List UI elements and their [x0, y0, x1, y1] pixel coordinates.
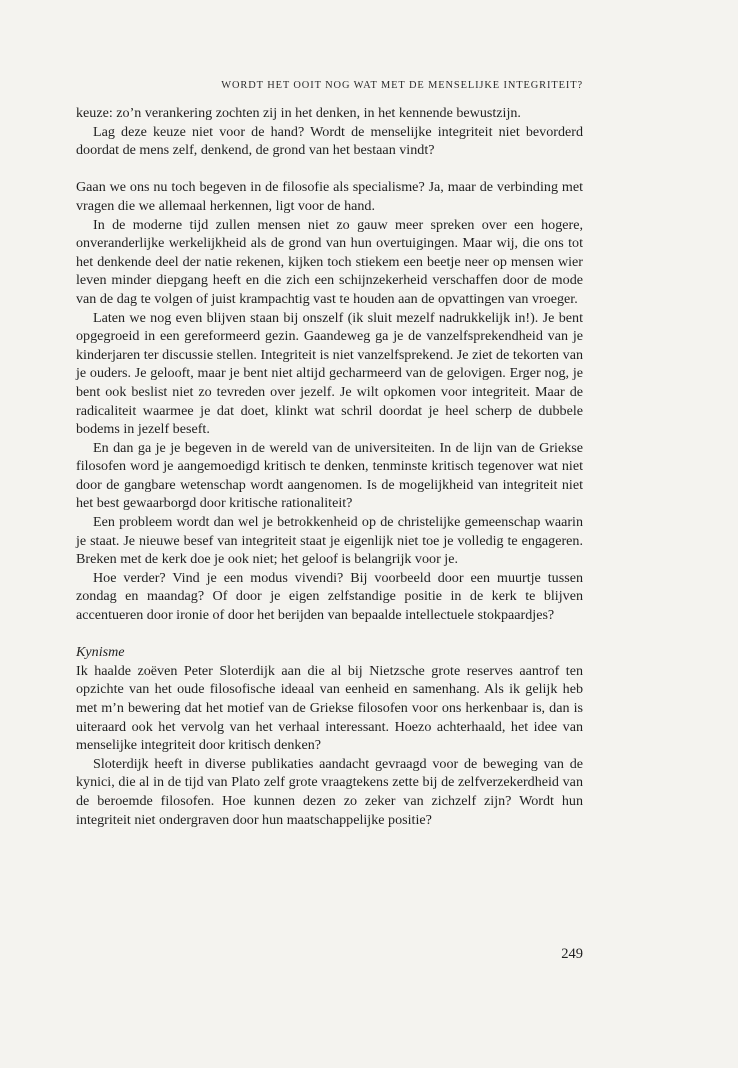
paragraph: Sloterdijk heeft in diverse publikaties aandacht gevraagd voor de beweging van de kynici, die al in de tijd van Plato zelf grote vraagtekens zette bij de zelfverzekerdheid van de beroemde filosofen. Hoe kunnen dezen zo zeker van zichzelf zijn? Wordt hun integriteit niet ondergraven door hun maatschappelijke positie? [76, 755, 583, 828]
paragraph: keuze: zo’n verankering zochten zij in het denken, in het kennende bewustzijn. [76, 105, 521, 121]
paragraph: Hoe verder? Vind je een modus vivendi? Bij voorbeeld door een muurtje tussen zondag en maandag? Of door je eigen zelfstandige positie in de kerk te blijven accentueren door ironie of door het berijden van bepaalde intellectuele stokpaardjes? [76, 569, 583, 624]
section-heading: Kynisme [76, 644, 125, 661]
paragraph: Lag deze keuze niet voor de hand? Wordt de menselijke integriteit niet bevorderd doordat de mens zelf, denkend, de grond van het bestaan vindt? [76, 123, 583, 159]
body-text [76, 104, 583, 829]
page-number: 249 [561, 946, 583, 962]
paragraph: Gaan we ons nu toch begeven in de filosofie als specialisme? Ja, maar de verbinding met vragen die we allemaal herkennen, ligt voor de hand. [76, 179, 583, 214]
paragraph: Laten we nog even blijven staan bij onszelf (ik sluit mezelf nadrukkelijk in!). Je bent opgegroeid in een gereformeerd gezin. Gaandeweg ga je de vanzelfsprekendheid van je kinderjaren ter discussie stellen. Integriteit is niet vanzelfsprekend. Je ziet de tekorten van je ouders. Je gelooft, maar je bent niet altijd gecharmeerd van de gelovigen. Erger nog, je bent ook beslist niet zo tevreden over jezelf. Je wilt opkomen voor integriteit. Maar de radicaliteit waarmee je dat doet, klinkt wat schril doordat je heel scherp de dubbele bodems in jezelf beseft. [76, 309, 583, 438]
running-header: WORDT HET OOIT NOG WAT MET DE MENSELIJKE INTEGRITEIT? [221, 80, 583, 91]
paragraph: Een probleem wordt dan wel je betrokkenheid op de christelijke gemeenschap waarin je staat. Je nieuwe besef van integriteit staat je eigenlijk niet toe je volledig te engageren. Breken met de kerk doe je ook niet; het geloof is belangrijk voor je. [76, 514, 583, 568]
paragraph: In de moderne tijd zullen mensen niet zo gauw meer spreken over een hogere, onveranderlijke werkelijkheid als de grond van hun overtuigingen. Maar wij, die ons tot het denkende deel der natie rekenen, kijken toch stiekem een beetje neer op mensen wier leven minder diepgang heeft en die zich een schijnzekerheid verschaffen door de mode van de dag te volgen of juist krampachtig vast te houden aan de opvattingen van vroeger. [76, 216, 583, 307]
paragraph: En dan ga je je begeven in de wereld van de universiteiten. In de lijn van de Griekse filosofen word je aangemoedigd kritisch te denken, tenminste kritisch tegenover wat niet door de gangbare wetenschap wordt aangenomen. Is de mogelijkheid van integriteit niet het best gewaarborgd door kritische rationaliteit? [76, 439, 583, 512]
paragraph: Ik haalde zoëven Peter Sloterdijk aan die al bij Nietzsche grote reserves aantrof ten opzichte van het oude filosofische ideaal van eenheid en samenhang. Als ik gelijk heb met m’n bewering dat het motief van de Griekse filosofen voor ons herkenbaar is, dan is uiteraard ook het vervolg van het verhaal interessant. Hoezo achterhaald, het idee van menselijke integriteit door kritisch denken? [76, 662, 583, 754]
